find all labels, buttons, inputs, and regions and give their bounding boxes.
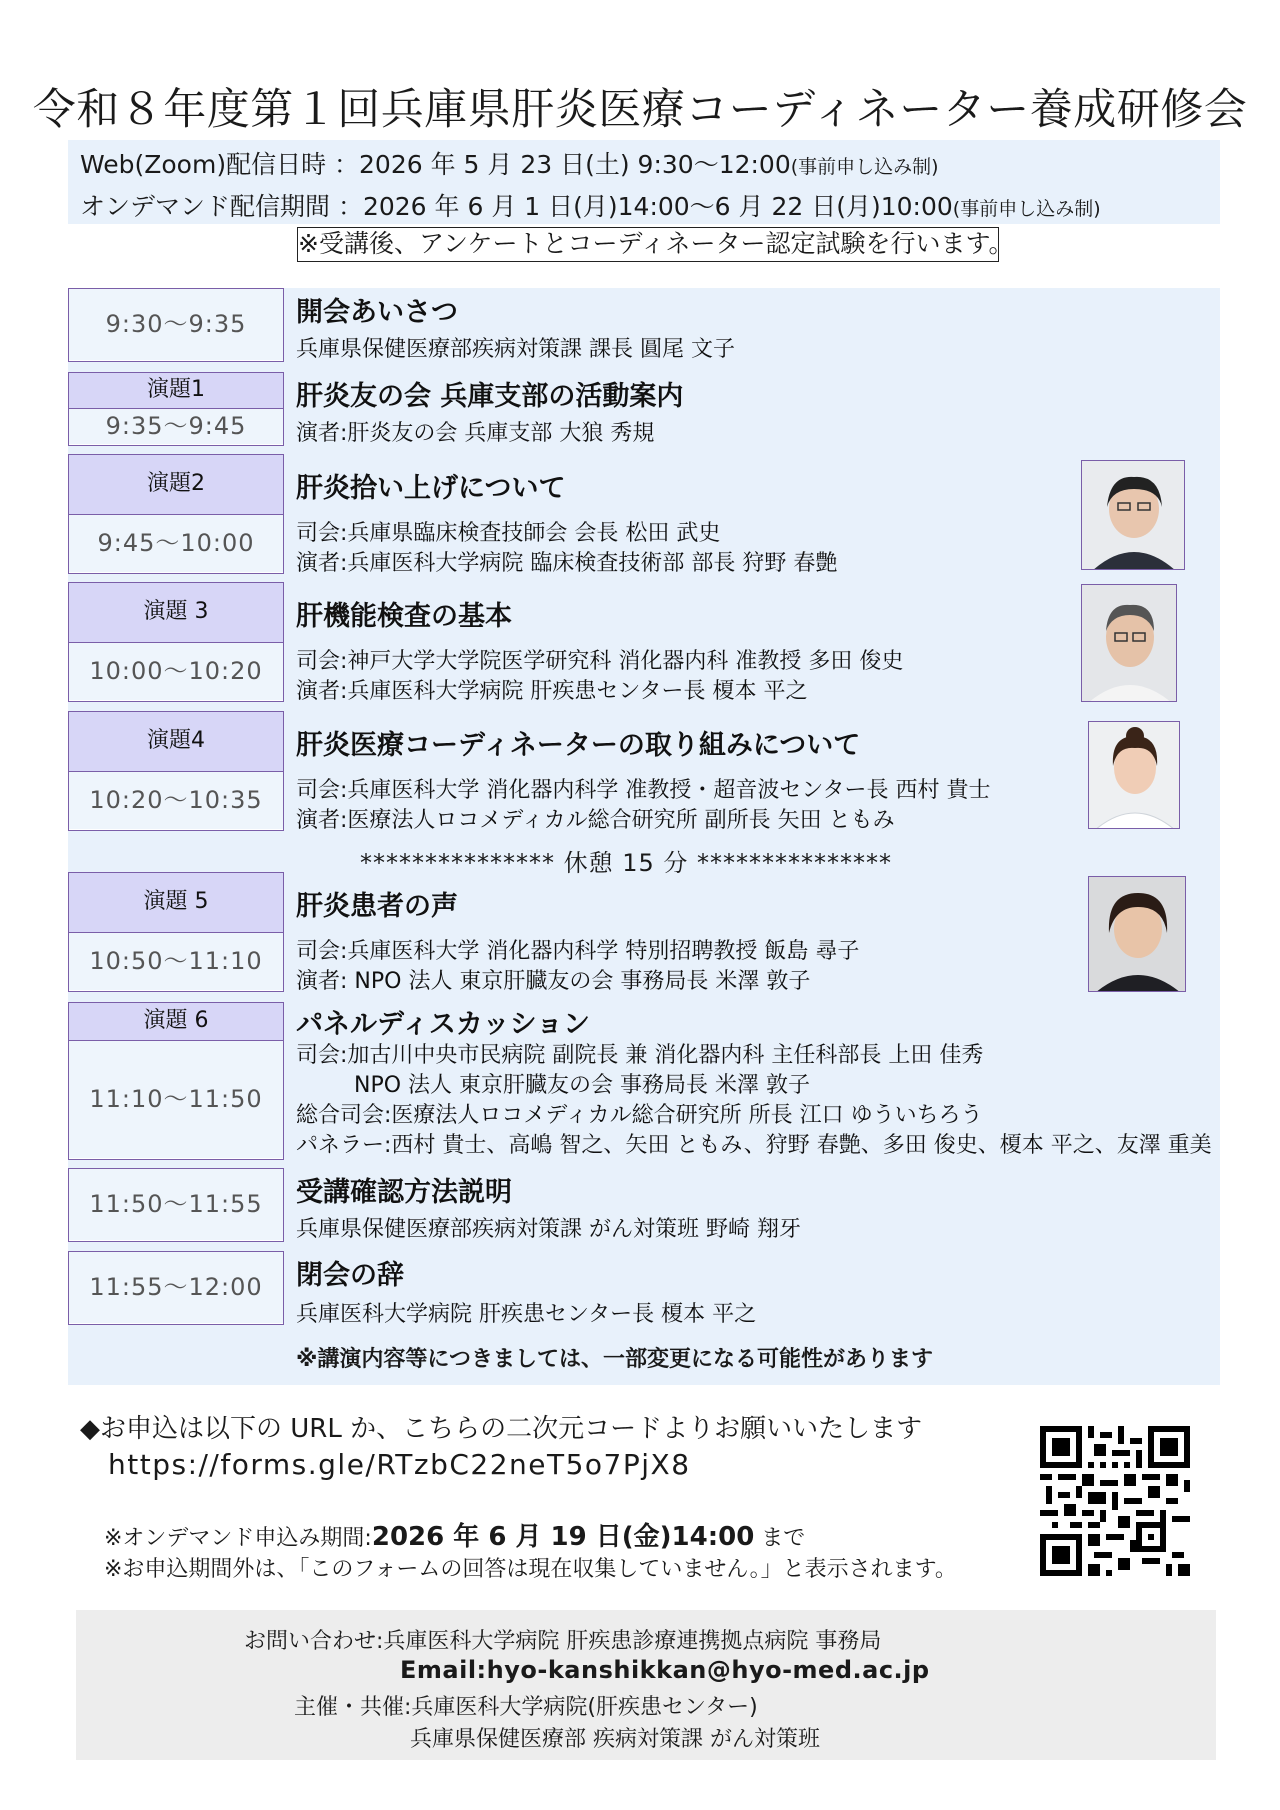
time-talk4: 10:20～10:35 (69, 772, 283, 829)
program-item-talk5 (296, 884, 859, 997)
line-talk3-2: 演者:兵庫医科大学病院 肝疾患センター長 榎本 平之 (296, 679, 808, 704)
heading-talk1: 肝炎友の会 兵庫支部の活動案内 (296, 381, 684, 412)
program-item-opening (296, 290, 735, 365)
line-talk2-1: 司会:兵庫県臨床検査技師会 会長 松田 武史 (296, 521, 721, 546)
exam-notice: ※受講後、アンケートとコーディネーター認定試験を行います。 (297, 227, 999, 262)
line-talk1-1: 演者:肝炎友の会 兵庫支部 大狼 秀規 (296, 421, 655, 446)
speaker-photo (1088, 876, 1186, 992)
label-talk5: 演題 5 (69, 873, 283, 933)
web-note: (事前申し込み制) (790, 156, 939, 178)
ondemand-deadline-date: 2026 年 6 月 19 日(金)14:00 (371, 1522, 755, 1552)
line-talk4-1: 司会:兵庫医科大学 消化器内科学 准教授・超音波センター長 西村 貴士 (296, 778, 991, 803)
line-talk6-4: パネラー:西村 貴士、高嶋 智之、矢田 ともみ、狩野 春艶、多田 俊史、榎本 平之、友澤 重美 (296, 1133, 1212, 1158)
time-box-confirm (68, 1168, 284, 1242)
co-organizer-line: 兵庫県保健医療部 疾病対策課 がん対策班 (410, 1727, 820, 1752)
time-box-talk4 (68, 711, 284, 831)
line-talk3-1: 司会:神戸大学大学院医学研究科 消化器内科 准教授 多田 俊史 (296, 649, 904, 674)
line-opening-1: 兵庫県保健医療部疾病対策課 課長 圓尾 文子 (296, 337, 735, 362)
heading-opening: 開会あいさつ (296, 297, 458, 328)
application-url-link[interactable]: https://forms.gle/RTzbC22neT5o7PjX8 (108, 1448, 691, 1481)
ondemand-label: オンデマンド配信期間 ： (80, 192, 363, 221)
time-box-talk1 (68, 372, 284, 446)
label-talk2: 演題2 (69, 455, 283, 515)
time-box-talk2 (68, 454, 284, 574)
time-talk1: 9:35～9:45 (69, 409, 283, 444)
time-opening: 9:30～9:35 (69, 289, 283, 360)
time-box-opening (68, 288, 284, 362)
date-panel (68, 140, 1220, 224)
ondemand-date: 2026 年 6 月 1 日(月)14:00～6 月 22 日(月)10:00 (362, 192, 953, 221)
time-box-talk5 (68, 872, 284, 992)
line-talk2-2: 演者:兵庫医科大学病院 臨床検査技術部 部長 狩野 春艶 (296, 551, 838, 576)
web-date: 2026 年 5 月 23 日(土) 9:30～12:00 (359, 150, 791, 179)
heading-talk4: 肝炎医療コーディネーターの取り組みについて (296, 730, 861, 761)
qr-code-icon[interactable] (1040, 1426, 1190, 1576)
line-talk6-3: 総合司会:医療法人ロコメディカル総合研究所 所長 江口 ゆういちろう (296, 1103, 983, 1128)
ondemand-deadline-suffix: まで (754, 1526, 806, 1551)
break-notice: *************** 休憩 15 分 *************** (360, 849, 893, 877)
email-link[interactable]: Email:hyo-kanshikkan@hyo-med.ac.jp (400, 1656, 930, 1684)
ondemand-deadline-prefix: ※オンデマンド申込み期間: (104, 1526, 372, 1551)
label-talk3: 演題 3 (69, 583, 283, 643)
contact-panel (76, 1610, 1216, 1760)
line-talk6-1: 司会:加古川中央市民病院 副院長 兼 消化器内科 主任科部長 上田 佳秀 (296, 1043, 984, 1068)
change-note: ※講演内容等につきましては、一部変更になる可能性があります (296, 1347, 933, 1372)
heading-confirm: 受講確認方法説明 (296, 1177, 512, 1208)
speaker-photo (1088, 721, 1180, 829)
program-item-talk6 (296, 1002, 1212, 1161)
web-label: Web(Zoom)配信日時 ： (80, 150, 360, 179)
time-box-talk3 (68, 582, 284, 702)
ondemand-date-line (80, 187, 1101, 223)
time-talk5: 10:50～11:10 (69, 933, 283, 990)
heading-talk3: 肝機能検査の基本 (296, 601, 512, 632)
line-confirm-1: 兵庫県保健医療部疾病対策課 がん対策班 野崎 翔牙 (296, 1217, 801, 1242)
organizer-line: 主催・共催:兵庫医科大学病院(肝疾患センター) (294, 1695, 758, 1720)
web-date-line (80, 145, 939, 181)
heading-closing: 閉会の辞 (296, 1260, 404, 1291)
program-item-confirm (296, 1170, 801, 1245)
line-talk6-2: NPO 法人 東京肝臓友の会 事務局長 米澤 敦子 (354, 1073, 811, 1098)
speaker-photo (1081, 460, 1185, 570)
time-closing: 11:55～12:00 (69, 1252, 283, 1323)
label-talk1: 演題1 (69, 373, 283, 409)
program-item-talk3 (296, 594, 903, 707)
inquiry-line: お問い合わせ:兵庫医科大学病院 肝疾患診療連携拠点病院 事務局 (244, 1629, 882, 1654)
time-talk3: 10:00～10:20 (69, 643, 283, 700)
heading-talk5: 肝炎患者の声 (296, 891, 458, 922)
ondemand-deadline (104, 1516, 805, 1553)
program-item-talk2 (296, 466, 837, 579)
line-talk4-2: 演者:医療法人ロコメディカル総合研究所 副所長 矢田 ともみ (296, 808, 895, 833)
program-item-talk1 (296, 374, 683, 449)
time-box-closing (68, 1251, 284, 1325)
line-closing-1: 兵庫医科大学病院 肝疾患センター長 榎本 平之 (296, 1302, 757, 1327)
speaker-photo (1081, 584, 1177, 702)
time-talk6: 11:10～11:50 (69, 1041, 283, 1158)
time-confirm: 11:50～11:55 (69, 1169, 283, 1240)
line-talk5-1: 司会:兵庫医科大学 消化器内科学 特別招聘教授 飯島 尋子 (296, 939, 860, 964)
program-item-closing (296, 1253, 756, 1330)
heading-talk2: 肝炎拾い上げについて (296, 473, 566, 504)
program-item-talk4 (296, 723, 991, 836)
heading-talk6: パネルディスカッション (296, 1009, 591, 1040)
line-talk5-2: 演者: NPO 法人 東京肝臓友の会 事務局長 米澤 敦子 (296, 969, 811, 994)
page-title: 令和８年度第１回兵庫県肝炎医療コーディネーター養成研修会 (32, 85, 1248, 135)
application-intro: ◆お申込は以下の URL か、こちらの二次元コードよりお願いいたします (80, 1414, 923, 1444)
time-talk2: 9:45～10:00 (69, 515, 283, 572)
label-talk6: 演題 6 (69, 1003, 283, 1041)
ondemand-note: (事前申し込み制) (952, 198, 1101, 220)
time-box-talk6 (68, 1002, 284, 1160)
label-talk4: 演題4 (69, 712, 283, 772)
outside-period-note: ※お申込期間外は、「このフォームの回答は現在収集していません。」と表示されます。 (104, 1557, 957, 1582)
